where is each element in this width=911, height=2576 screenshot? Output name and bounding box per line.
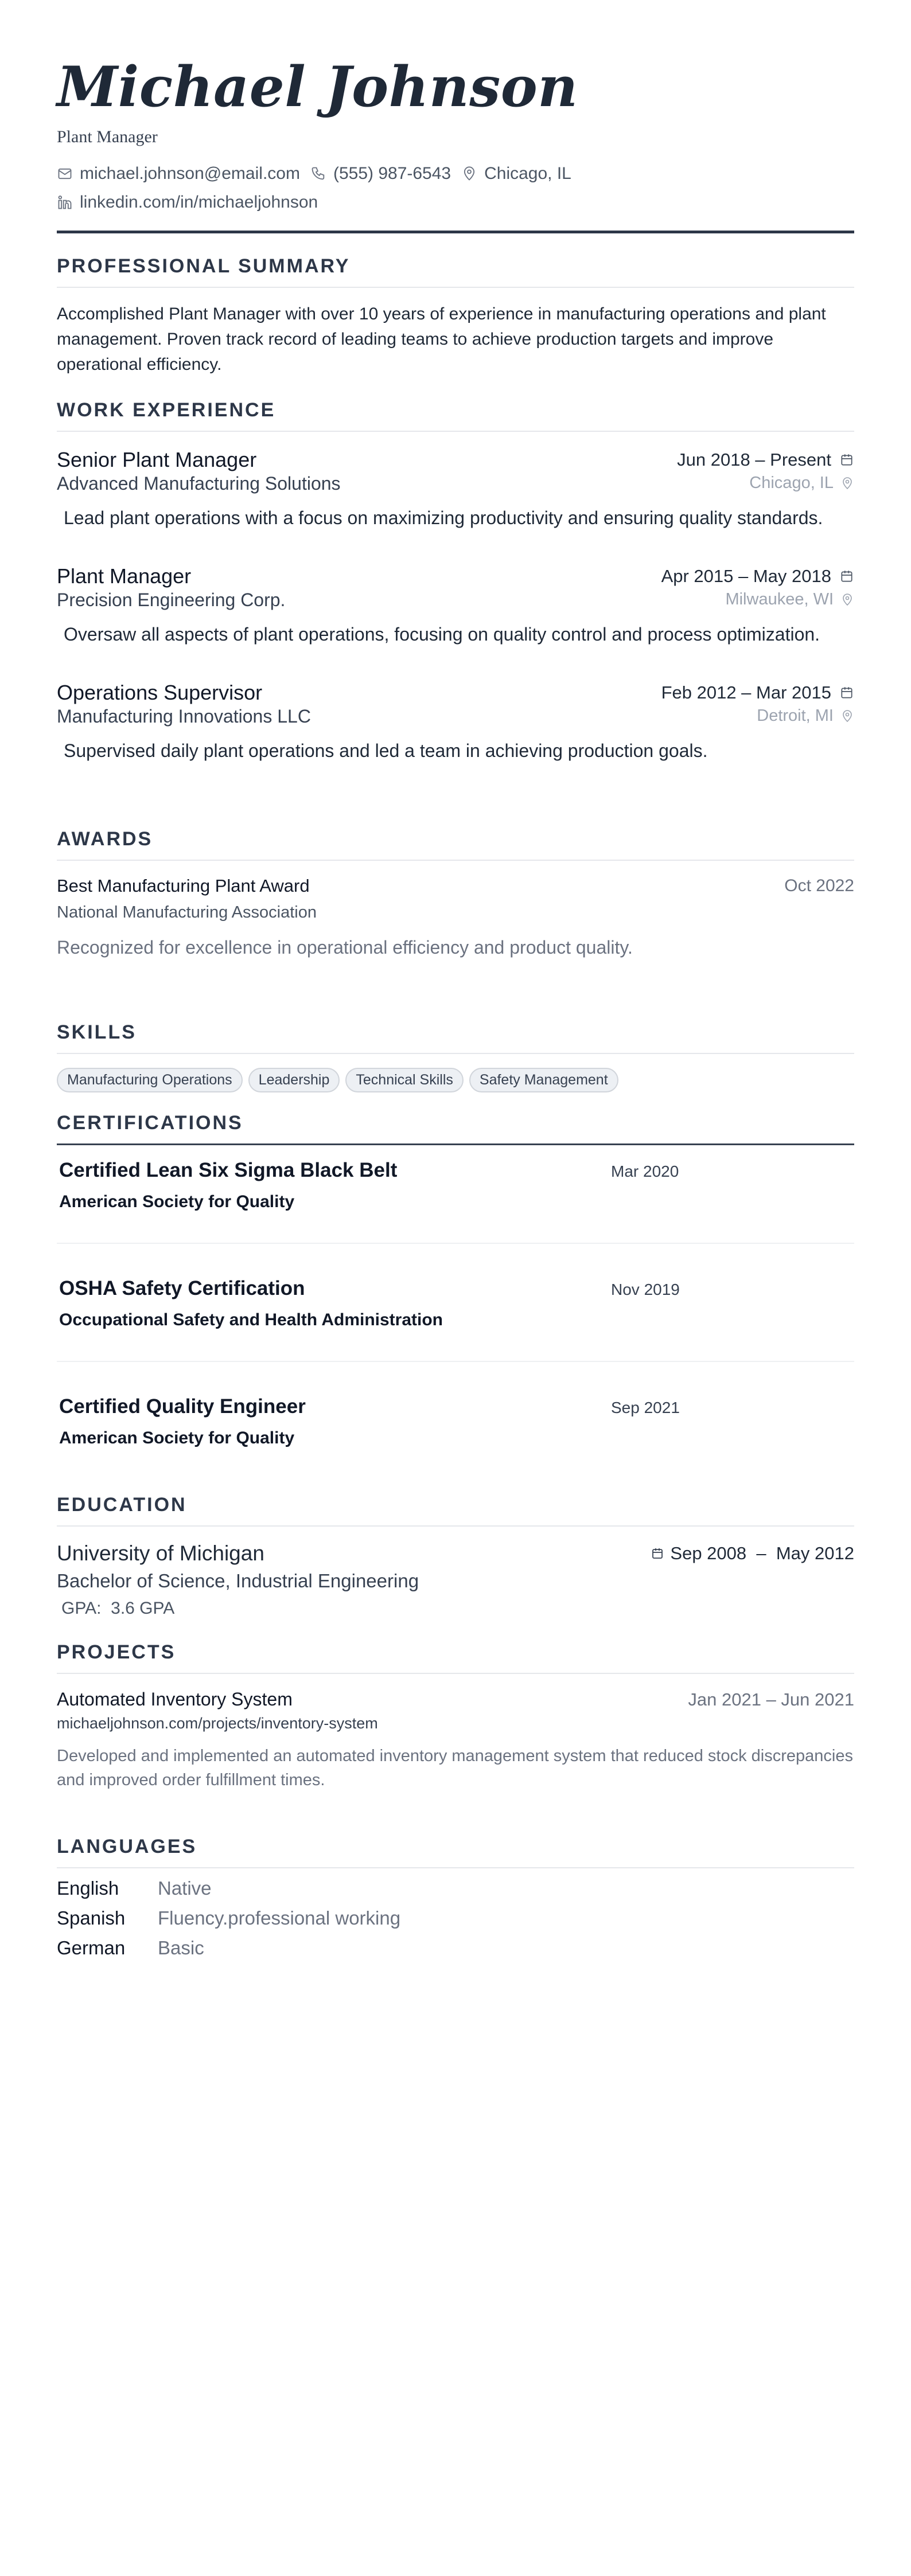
project-dates: Jan 2021 – Jun 2021 [688, 1689, 854, 1709]
language-row [57, 1907, 854, 1929]
project-title: Automated Inventory System [57, 1689, 293, 1709]
job-dates: Feb 2012 – Mar 2015 [661, 682, 854, 703]
linkedin-contact[interactable] [57, 193, 318, 212]
job-dates: Jun 2018 – Present [677, 450, 854, 470]
language-name: English [57, 1878, 119, 1899]
job-title: Plant Manager [57, 564, 192, 588]
cert-org: Occupational Safety and Health Administration [59, 1310, 443, 1329]
job-description: Supervised daily plant operations and led a team in achieving production goals. [64, 740, 708, 761]
job-location: Detroit, MI [757, 707, 854, 725]
phone-contact[interactable] [310, 164, 451, 184]
language-level: Basic [158, 1937, 204, 1958]
experience-section [57, 399, 854, 765]
candidate-name: Michael Johnson [57, 54, 578, 119]
job-description: Lead plant operations with a focus on maximizing productivity and ensuring quality standards. [64, 508, 823, 528]
header-divider [57, 231, 854, 233]
job-entry [57, 564, 854, 649]
degree: Bachelor of Science, Industrial Engineering [57, 1570, 419, 1591]
award-description: Recognized for excellence in operational efficiency and product quality. [57, 937, 633, 958]
skill-chip: Safety Management [469, 1068, 618, 1092]
cert-title: OSHA Safety Certification [59, 1277, 305, 1299]
skill-chip: Technical Skills [345, 1068, 464, 1092]
cert-date: Nov 2019 [611, 1281, 680, 1298]
education-section [57, 1494, 854, 1618]
section-title: LANGUAGES [57, 1836, 854, 1868]
phone-text: (555) 987-6543 [333, 164, 451, 183]
section-title: AWARDS [57, 828, 854, 861]
calendar-icon [839, 452, 854, 467]
job-entry [57, 681, 854, 765]
project-entry [57, 1689, 854, 1792]
phone-icon [310, 166, 326, 182]
language-level: Native [158, 1878, 212, 1899]
language-row [57, 1878, 854, 1899]
job-location: Milwaukee, WI [725, 590, 854, 609]
skill-chip: Leadership [248, 1068, 340, 1092]
email-contact[interactable] [57, 164, 300, 184]
company-name: Precision Engineering Corp. [57, 590, 286, 610]
map-pin-icon [840, 593, 854, 607]
calendar-icon [839, 685, 854, 700]
award-title: Best Manufacturing Plant Award [57, 876, 310, 896]
skill-chip: Manufacturing Operations [57, 1068, 243, 1092]
calendar-icon [651, 1547, 664, 1560]
linkedin-icon [57, 194, 73, 210]
project-description: Developed and implemented an automated inventory management system that reduced stock discrepancies and improved order fulfillment times. [57, 1747, 853, 1789]
language-name: Spanish [57, 1907, 126, 1929]
job-dates: Apr 2015 – May 2018 [661, 566, 854, 587]
section-title: PROFESSIONAL SUMMARY [57, 255, 854, 288]
cert-title: Certified Quality Engineer [59, 1395, 306, 1418]
summary-section [57, 255, 854, 377]
map-pin-icon [461, 166, 477, 182]
job-location: Chicago, IL [749, 474, 854, 493]
company-name: Advanced Manufacturing Solutions [57, 473, 341, 494]
cert-title: Certified Lean Six Sigma Black Belt [59, 1159, 398, 1181]
skills-list [57, 1068, 854, 1092]
award-org: National Manufacturing Association [57, 903, 317, 922]
projects-section [57, 1641, 854, 1792]
languages-section [57, 1836, 854, 1959]
map-pin-icon [840, 709, 854, 723]
gpa: GPA: 3.6 GPA [61, 1599, 175, 1618]
section-title: CERTIFICATIONS [57, 1112, 854, 1145]
section-title: EDUCATION [57, 1494, 854, 1527]
section-title: WORK EXPERIENCE [57, 399, 854, 432]
map-pin-icon [840, 477, 854, 490]
skills-section [57, 1021, 854, 1092]
education-entry [57, 1541, 854, 1618]
languages-list [57, 1878, 854, 1959]
school-name: University of Michigan [57, 1541, 264, 1565]
section-title: SKILLS [57, 1021, 854, 1054]
location-contact [461, 164, 571, 184]
job-title: Senior Plant Manager [57, 448, 257, 471]
candidate-role: Plant Manager [57, 127, 158, 146]
cert-date: Mar 2020 [611, 1162, 679, 1180]
job-description: Oversaw all aspects of plant operations, focusing on quality control and process optimization. [64, 624, 820, 645]
project-url[interactable]: michaeljohnson.com/projects/inventory-system [57, 1715, 378, 1732]
email-text: michael.johnson@email.com [80, 164, 300, 183]
job-entry [57, 448, 854, 532]
mail-icon [57, 166, 73, 182]
cert-org: American Society for Quality [59, 1192, 295, 1211]
language-level: Fluency.professional working [158, 1907, 401, 1929]
award-entry [57, 876, 854, 958]
cert-entry [57, 1362, 854, 1479]
section-title: PROJECTS [57, 1641, 854, 1674]
award-date: Oct 2022 [784, 876, 854, 895]
contact-info [57, 159, 854, 217]
calendar-icon [839, 569, 854, 584]
certifications-list [57, 1145, 854, 1479]
education-dates: Sep 2008 – May 2012 [651, 1543, 854, 1564]
cert-entry [57, 1244, 854, 1362]
job-title: Operations Supervisor [57, 681, 263, 704]
summary-text: Accomplished Plant Manager with over 10 years of experience in manufacturing operations and plant management. Proven track record of leading teams to achieve production targets and improve operational efficiency. [57, 305, 826, 374]
awards-section [57, 828, 854, 958]
company-name: Manufacturing Innovations LLC [57, 706, 311, 727]
language-name: German [57, 1937, 126, 1958]
language-row [57, 1937, 854, 1959]
certifications-section [57, 1112, 854, 1479]
linkedin-text: linkedin.com/in/michaeljohnson [80, 193, 318, 212]
cert-entry [57, 1145, 854, 1244]
cert-org: American Society for Quality [59, 1428, 295, 1447]
cert-date: Sep 2021 [611, 1399, 680, 1416]
location-text: Chicago, IL [484, 164, 571, 183]
